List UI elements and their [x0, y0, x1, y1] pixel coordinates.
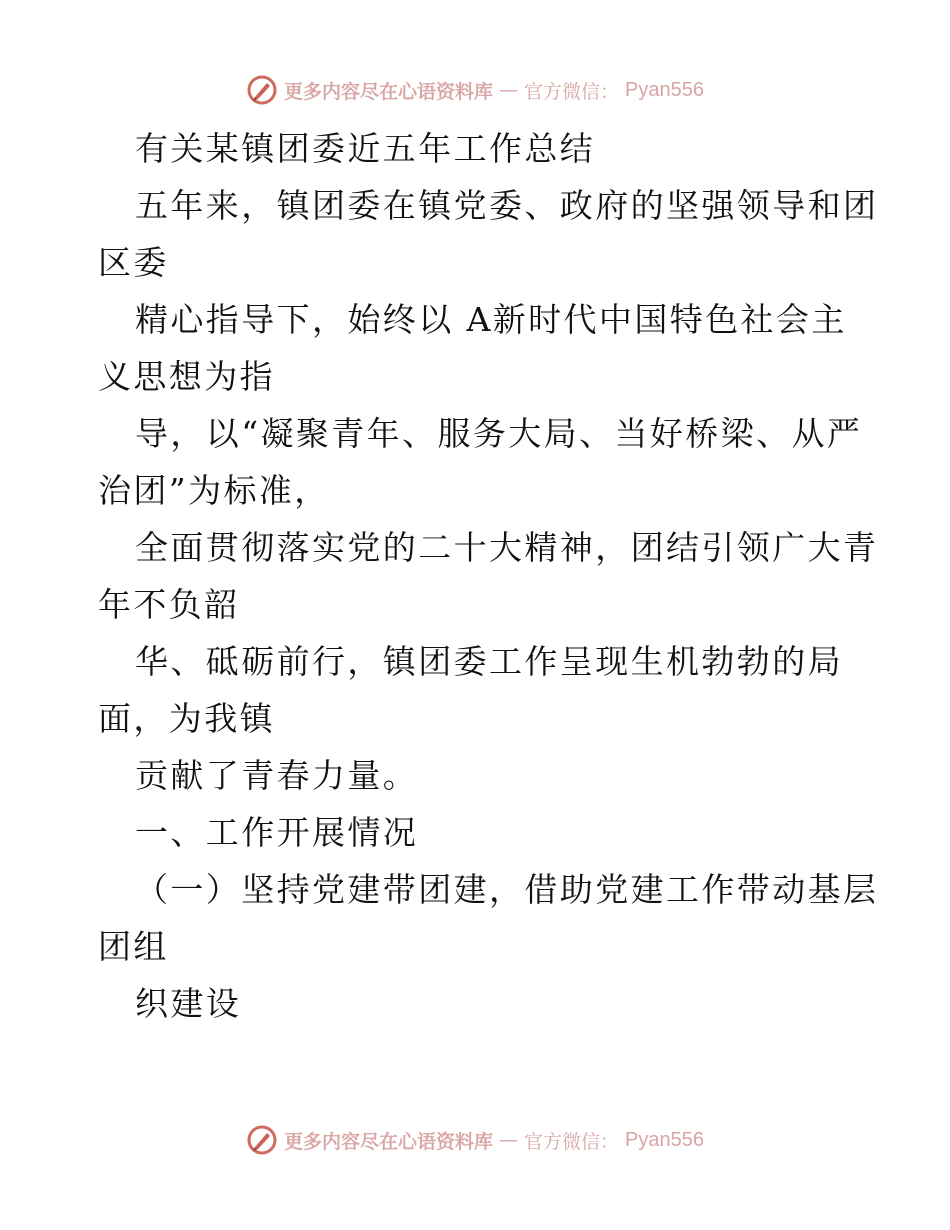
section-heading: 一、工作开展情况 [135, 813, 419, 852]
watermark-wechat-label: 官方微信： [524, 1130, 620, 1153]
document-title: 有关某镇团委近五年工作总结 [135, 129, 596, 168]
document-body [98, 120, 879, 1032]
watermark-separator: — [499, 1129, 519, 1151]
watermark-header [0, 70, 950, 110]
watermark-separator: — [499, 79, 519, 101]
watermark-wechat-id: Pyan556 [625, 78, 704, 101]
watermark-wechat-label: 官方微信： [524, 80, 620, 103]
paragraph-line: 织建设 [135, 984, 242, 1023]
pen-logo-icon [246, 74, 278, 106]
paragraph-line: 年不负韶 [98, 585, 240, 624]
subsection-heading: （一）坚持党建带团建，借助党建工作带动基层 [135, 870, 879, 909]
paragraph-line: 治团”为标准， [98, 471, 330, 510]
watermark-main-text: 更多内容尽在心语资料库 [284, 80, 494, 103]
paragraph-line: 面，为我镇 [98, 699, 275, 738]
paragraph-line: 义思想为指 [98, 357, 275, 396]
paragraph-line: 团组 [98, 927, 169, 966]
watermark-footer [0, 1120, 950, 1160]
paragraph-line: 贡献了青春力量。 [135, 756, 419, 795]
paragraph-line: 华、砥砺前行，镇团委工作呈现生机勃勃的局 [135, 642, 843, 681]
paragraph-line: 五年来，镇团委在镇党委、政府的坚强领导和团 [135, 186, 879, 225]
watermark-wechat-id: Pyan556 [625, 1128, 704, 1151]
paragraph-line: 区委 [98, 243, 169, 282]
paragraph-line: 导，以“凝聚青年、服务大局、当好桥梁、从严 [135, 414, 863, 453]
paragraph-line: 精心指导下，始终以 A新时代中国特色社会主 [135, 300, 847, 339]
pen-logo-icon [246, 1124, 278, 1156]
paragraph-line: 全面贯彻落实党的二十大精神，团结引领广大青 [135, 528, 879, 567]
watermark-main-text: 更多内容尽在心语资料库 [284, 1130, 494, 1153]
